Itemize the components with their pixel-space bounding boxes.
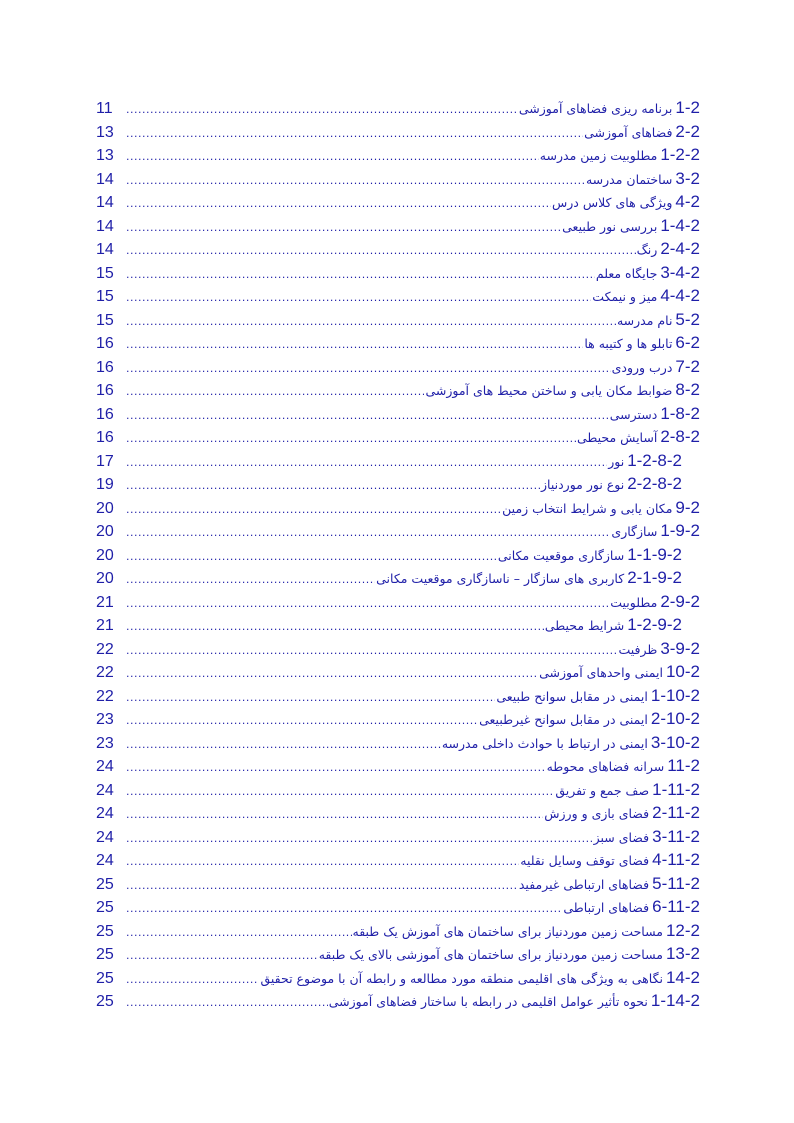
dot-leader — [126, 756, 546, 778]
toc-entry[interactable] — [96, 872, 700, 896]
toc-entry[interactable] — [96, 237, 700, 261]
toc-entry[interactable] — [96, 496, 700, 520]
toc-entry-title: فضاهای آموزشی — [584, 124, 673, 140]
toc-entry-page: 14 — [96, 241, 114, 258]
toc-entry-number: 3-11-2 — [652, 826, 700, 846]
dot-leader — [126, 451, 607, 473]
toc-entry-title: رنگ — [636, 242, 658, 257]
toc-entry-title: دسترسی — [609, 406, 658, 422]
toc-entry-page: 22 — [96, 687, 114, 705]
toc-entry-page: 24 — [96, 852, 114, 869]
toc-entry-title: ساختمان مدرسه — [585, 171, 673, 187]
toc-entry-title: کاربری های سازگار – ناسازگاری موقعیت مکانی — [376, 571, 625, 586]
dot-leader — [126, 662, 538, 684]
dot-leader — [126, 98, 518, 120]
toc-entry[interactable] — [96, 848, 700, 872]
toc-entry[interactable] — [96, 120, 700, 144]
toc-entry-page: 14 — [96, 170, 114, 188]
dot-leader — [126, 145, 539, 167]
toc-entry-number: 2-10-2 — [650, 709, 700, 728]
toc-entry[interactable] — [96, 684, 700, 708]
toc-entry[interactable] — [96, 96, 700, 120]
toc-entry-title: برنامه ریزی فضاهای آموزشی — [518, 101, 673, 116]
dot-leader — [126, 545, 497, 567]
toc-entry[interactable] — [96, 895, 700, 919]
dot-leader — [126, 944, 318, 966]
toc-entry-number: 1-10-2 — [650, 685, 700, 705]
toc-entry-title: مطلوبیت زمین مدرسه — [539, 148, 658, 163]
dot-leader — [126, 380, 424, 402]
toc-entry[interactable] — [96, 801, 700, 825]
toc-entry-page: 21 — [96, 617, 114, 634]
toc-entry-page: 16 — [96, 405, 114, 423]
dot-leader — [126, 169, 585, 191]
toc-entry-page: 16 — [96, 358, 114, 376]
dot-leader — [126, 474, 540, 496]
toc-entry-number: 1-2-2 — [660, 145, 700, 164]
toc-entry-title: جایگاه معلم — [595, 265, 658, 281]
toc-entry-number: 7-2 — [675, 356, 700, 376]
toc-entry-number: 1-1-9-2 — [627, 544, 682, 564]
toc-entry[interactable] — [96, 637, 700, 661]
toc-entry-number: 4-11-2 — [652, 850, 700, 869]
dot-leader — [126, 216, 561, 238]
toc-entry[interactable] — [96, 966, 700, 990]
toc-entry[interactable] — [96, 190, 700, 214]
toc-entry-number: 4-4-2 — [660, 286, 700, 305]
toc-entry[interactable] — [96, 989, 700, 1013]
toc-entry-number: 5-11-2 — [652, 873, 700, 893]
toc-entry-page: 20 — [96, 523, 114, 540]
toc-entry-number: 3-9-2 — [660, 638, 700, 658]
toc-entry-page: 22 — [96, 640, 114, 658]
toc-entry[interactable] — [96, 543, 700, 567]
dot-leader — [126, 192, 551, 214]
toc-entry-title: آسایش محیطی — [576, 430, 658, 445]
toc-entry-title: نگاهی به ویژگی های اقلیمی منطقه مورد مطالعه و رابطه آن با موضوع تحقیق — [260, 970, 663, 986]
toc-entry-page: 15 — [96, 264, 114, 282]
toc-entry-number: 6-2 — [675, 333, 700, 352]
toc-entry[interactable] — [96, 402, 700, 426]
toc-entry-number: 1-2 — [675, 98, 700, 117]
toc-entry-title: نوع نور موردنیاز — [541, 477, 625, 492]
toc-entry[interactable] — [96, 472, 700, 496]
toc-entry-title: مطلوبیت — [610, 594, 658, 610]
toc-entry-page: 20 — [96, 570, 114, 587]
toc-entry[interactable] — [96, 331, 700, 355]
toc-entry-title: مساحت زمین موردنیاز برای ساختمان های آموزشی بالای یک طبقه — [318, 947, 663, 962]
toc-entry-title: مکان یابی و شرایط انتخاب زمین — [502, 500, 673, 516]
toc-entry-title: نور — [608, 453, 625, 469]
toc-entry-number: 2-1-9-2 — [627, 568, 682, 587]
toc-entry-title: صف جمع و تفریق — [555, 782, 650, 798]
dot-leader — [126, 498, 501, 520]
dot-leader — [126, 897, 562, 919]
toc-entry[interactable] — [96, 613, 700, 637]
toc-entry-page: 25 — [96, 946, 114, 963]
toc-entry[interactable] — [96, 449, 700, 473]
toc-entry-page: 21 — [96, 593, 114, 611]
toc-entry-page: 17 — [96, 452, 114, 470]
toc-entry-title: مساحت زمین موردنیاز برای ساختمان های آموزش یک طبقه — [352, 923, 663, 939]
dot-leader — [126, 991, 328, 1013]
dot-leader — [126, 827, 593, 849]
toc-entry-title: تابلو ها و کتیبه ها — [584, 336, 673, 351]
dot-leader — [126, 122, 583, 144]
toc-entry-number: 6-11-2 — [652, 897, 700, 916]
toc-entry-title: درب ورودی — [611, 359, 673, 375]
toc-entry[interactable] — [96, 754, 700, 778]
dot-leader — [126, 333, 583, 355]
dot-leader — [126, 239, 636, 261]
toc-entry[interactable] — [96, 519, 700, 543]
dot-leader — [126, 521, 610, 543]
dot-leader — [126, 874, 518, 896]
toc-entry-number: 8-2 — [675, 380, 700, 399]
dot-leader — [126, 968, 259, 990]
toc-entry-page: 13 — [96, 147, 114, 164]
dot-leader — [126, 427, 576, 449]
toc-entry-page: 14 — [96, 194, 114, 211]
toc-entry-title: ایمنی در مقابل سوانح طبیعی — [496, 688, 648, 704]
dot-leader — [126, 733, 441, 755]
toc-entry[interactable] — [96, 425, 700, 449]
toc-entry-number: 12-2 — [665, 920, 700, 940]
toc-entry-page: 20 — [96, 499, 114, 517]
toc-entry-number: 4-2 — [675, 192, 700, 211]
toc-entry-number: 2-11-2 — [652, 803, 700, 822]
toc-entry-number: 1-9-2 — [660, 521, 700, 540]
toc-entry-page: 15 — [96, 311, 114, 329]
dot-leader — [126, 921, 352, 943]
toc-entry-page: 24 — [96, 805, 114, 822]
toc-entry[interactable] — [96, 308, 700, 332]
toc-entry-number: 10-2 — [665, 662, 700, 681]
toc-entry-number: 3-4-2 — [660, 262, 700, 282]
toc-entry[interactable] — [96, 284, 700, 308]
toc-entry-page: 24 — [96, 828, 114, 846]
dot-leader — [126, 263, 595, 285]
toc-entry-number: 2-8-2 — [660, 427, 700, 446]
toc-entry-page: 25 — [96, 993, 114, 1010]
toc-entry-page: 25 — [96, 922, 114, 940]
toc-entry-number: 2-2 — [675, 121, 700, 141]
toc-entry-title: سازگاری — [611, 524, 658, 539]
toc-entry-page: 15 — [96, 288, 114, 305]
toc-entry[interactable] — [96, 355, 700, 379]
dot-leader — [126, 639, 617, 661]
toc-entry-page: 16 — [96, 429, 114, 446]
toc-entry[interactable] — [96, 660, 700, 684]
toc-entry-page: 14 — [96, 217, 114, 235]
toc-entry-page: 25 — [96, 969, 114, 987]
toc-entry-number: 1-2-9-2 — [627, 615, 682, 634]
toc-entry-page: 13 — [96, 123, 114, 141]
toc-entry-page: 16 — [96, 335, 114, 352]
dot-leader — [126, 357, 611, 379]
toc-entry-title: بررسی نور طبیعی — [562, 218, 658, 234]
toc-entry-number: 3-10-2 — [650, 732, 700, 752]
toc-entry-title: سازگاری موقعیت مکانی — [497, 547, 625, 563]
dot-leader — [126, 310, 616, 332]
toc-entry-page: 20 — [96, 546, 114, 564]
toc-entry[interactable] — [96, 942, 700, 966]
dot-leader — [126, 568, 375, 590]
toc-entry-title: فضای سبز — [593, 829, 650, 845]
toc-entry[interactable] — [96, 214, 700, 238]
dot-leader — [126, 709, 478, 731]
toc-entry-number: 1-8-2 — [660, 403, 700, 423]
toc-entry-number: 11-2 — [667, 756, 700, 775]
toc-entry-number: 1-2-8-2 — [627, 450, 682, 470]
toc-entry[interactable] — [96, 566, 700, 590]
toc-entry-title: سرانه فضاهای محوطه — [546, 759, 665, 774]
toc-entry-number: 2-9-2 — [660, 591, 700, 611]
toc-entry-number: 14-2 — [665, 967, 700, 987]
toc-entry[interactable] — [96, 707, 700, 731]
dot-leader — [126, 615, 544, 637]
toc-entry-page: 25 — [96, 899, 114, 916]
toc-entry-page: 23 — [96, 711, 114, 728]
toc-entry[interactable] — [96, 261, 700, 285]
toc-entry[interactable] — [96, 167, 700, 191]
toc-entry-title: نحوه تأثیر عوامل اقلیمی در رابطه با ساختار فضاهای آموزشی — [328, 994, 648, 1009]
toc-entry-number: 3-2 — [675, 168, 700, 188]
dot-leader — [126, 404, 609, 426]
toc-entry-title: میز و نیمکت — [592, 289, 658, 304]
toc-entry-title: فضاهای ارتباطی غیرمفید — [518, 876, 650, 892]
toc-entry-number: 5-2 — [675, 309, 700, 329]
toc-entry[interactable] — [96, 590, 700, 614]
toc-entry-page: 24 — [96, 781, 114, 799]
table-of-contents — [96, 96, 700, 1013]
toc-entry-number: 1-14-2 — [650, 991, 700, 1010]
toc-entry-title: ایمنی در ارتباط با حوادث داخلی مدرسه — [441, 735, 648, 751]
toc-entry-page: 25 — [96, 875, 114, 893]
toc-entry-number: 1-11-2 — [652, 779, 700, 799]
toc-entry[interactable] — [96, 143, 700, 167]
toc-entry-page: 23 — [96, 734, 114, 752]
toc-entry-page: 16 — [96, 382, 114, 399]
toc-entry[interactable] — [96, 919, 700, 943]
toc-entry-title: ظرفیت — [618, 641, 658, 657]
toc-entry-number: 2-2-8-2 — [627, 474, 682, 493]
toc-entry[interactable] — [96, 731, 700, 755]
toc-entry-number: 1-4-2 — [660, 215, 700, 235]
toc-entry[interactable] — [96, 778, 700, 802]
toc-entry-title: ضوابط مکان یابی و ساختن محیط های آموزشی — [425, 383, 673, 398]
toc-entry-title: فضاهای ارتباطی — [563, 900, 650, 915]
toc-entry-page: 22 — [96, 664, 114, 681]
toc-entry-title: شرایط محیطی — [544, 618, 625, 633]
toc-entry-page: 19 — [96, 476, 114, 493]
dot-leader — [126, 850, 519, 872]
dot-leader — [126, 780, 554, 802]
toc-entry-page: 24 — [96, 758, 114, 775]
toc-entry[interactable] — [96, 825, 700, 849]
toc-entry-title: نام مدرسه — [616, 312, 673, 328]
toc-entry-title: ایمنی در مقابل سوانح غیرطبیعی — [479, 712, 648, 727]
dot-leader — [126, 286, 591, 308]
dot-leader — [126, 686, 495, 708]
toc-entry-number: 9-2 — [675, 497, 700, 517]
toc-entry-number: 13-2 — [665, 944, 700, 963]
toc-entry[interactable] — [96, 378, 700, 402]
toc-entry-page: 11 — [96, 100, 113, 117]
toc-entry-title: ویژگی های کلاس درس — [552, 195, 673, 210]
toc-entry-title: ایمنی واحدهای آموزشی — [539, 665, 663, 680]
toc-entry-title: فضای توقف وسایل نقلیه — [520, 853, 650, 868]
dot-leader — [126, 803, 543, 825]
dot-leader — [126, 592, 609, 614]
toc-entry-number: 2-4-2 — [660, 239, 700, 258]
toc-entry-title: فضای بازی و ورزش — [544, 806, 650, 821]
